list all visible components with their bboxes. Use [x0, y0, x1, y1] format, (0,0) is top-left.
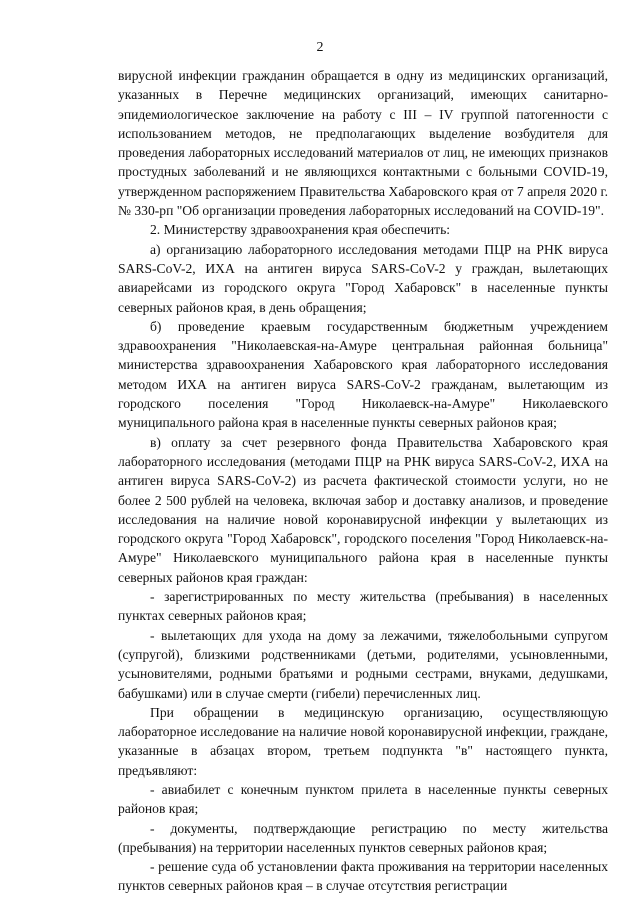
- list-item-caregivers: - вылетающих для ухода на дому за лежачими, тяжелобольными супругом (супругой), близкими родственниками (детьми, родителями, усыновленными, усыновителями, родными братьями и родными сестрами, внуками, дедушками, бабушками) или в случае смерти (гибели) перечисленных лиц.: [118, 627, 608, 701]
- list-item-court-decision: - решение суда об установлении факта проживания на территории населенных пунктов северных районов края – в случае отсутствия регистрации: [118, 859, 608, 894]
- document-body: [118, 66, 608, 896]
- list-item-registered: - зарегистрированных по месту жительства (пребывания) в населенных пунктах северных районов края;: [118, 589, 608, 624]
- paragraph-subitem-a: а) организацию лабораторного исследования методами ПЦР на РНК вируса SARS-CoV-2, ИХА на антиген вируса SARS-CoV-2 у граждан, вылетающих авиарейсами из городского округа "Город Хабаровск" в населенные пункты северных районов края, в день обращения;: [118, 241, 608, 315]
- paragraph-documents-intro: При обращении в медицинскую организацию, осуществляющую лабораторное исследование на наличие новой коронавирусной инфекции, граждане, указанные в абзацах втором, третьем подпункта "в" настоящего пункта, предъявляют:: [118, 704, 608, 778]
- paragraph-subitem-v: в) оплату за счет резервного фонда Правительства Хабаровского края лабораторного исследования (методами ПЦР на РНК вируса SARS-CoV-2, ИХА на антиген вируса SARS-CoV-2) из расчета фактической стоимости услуги, но не более 2 500 рублей на человека, включая забор и доставку анализов, и проведение исследования на наличие новой коронавирусной инфекции у вылетающих из городского округа "Город Хабаровск", городского поселения "Город Николаевск-на-Амуре" Николаевского муниципального района края в населенные пункты северных районов края граждан:: [118, 434, 608, 585]
- list-item-ticket: - авиабилет с конечным пунктом прилета в населенные пункты северных районов края;: [118, 781, 608, 817]
- list-item-registration-docs: - документы, подтверждающие регистрацию по месту жительства (пребывания) на территории населенных пунктов северных районов края;: [118, 820, 608, 855]
- page-number: 2: [316, 40, 324, 55]
- paragraph-item-2: 2. Министерству здравоохранения края обеспечить:: [150, 222, 451, 238]
- paragraph-subitem-b: б) проведение краевым государственным бюджетным учреждением здравоохранения "Николаевская-на-Амуре центральная районная больница" министерства здравоохранения Хабаровского края лабораторного исследования методом ИХА на антиген вируса SARS-CoV-2 гражданам, вылетающим из городского поселения "Город Николаевск-на-Амуре" Николаевского муниципального района края в населенные пункты северных районов края;: [118, 318, 608, 431]
- paragraph-continuation: вирусной инфекции гражданин обращается в одну из медицинских организаций, указанных в Перечне медицинских организаций, имеющих санитарно-эпидемиологическое заключение на работу с III – IV группой патогенности с использованием методов, не предполагающих выделение возбудителя для проведения лабораторных исследований материалов от лиц, не имеющих признаков простудных заболеваний и не являющихся контактными с больными COVID-19, утвержденном распоряжением Правительства Хабаровского края от 7 апреля 2020 г. № 330-рп "Об организации проведения лабораторных исследований на COVID-19".: [118, 68, 608, 219]
